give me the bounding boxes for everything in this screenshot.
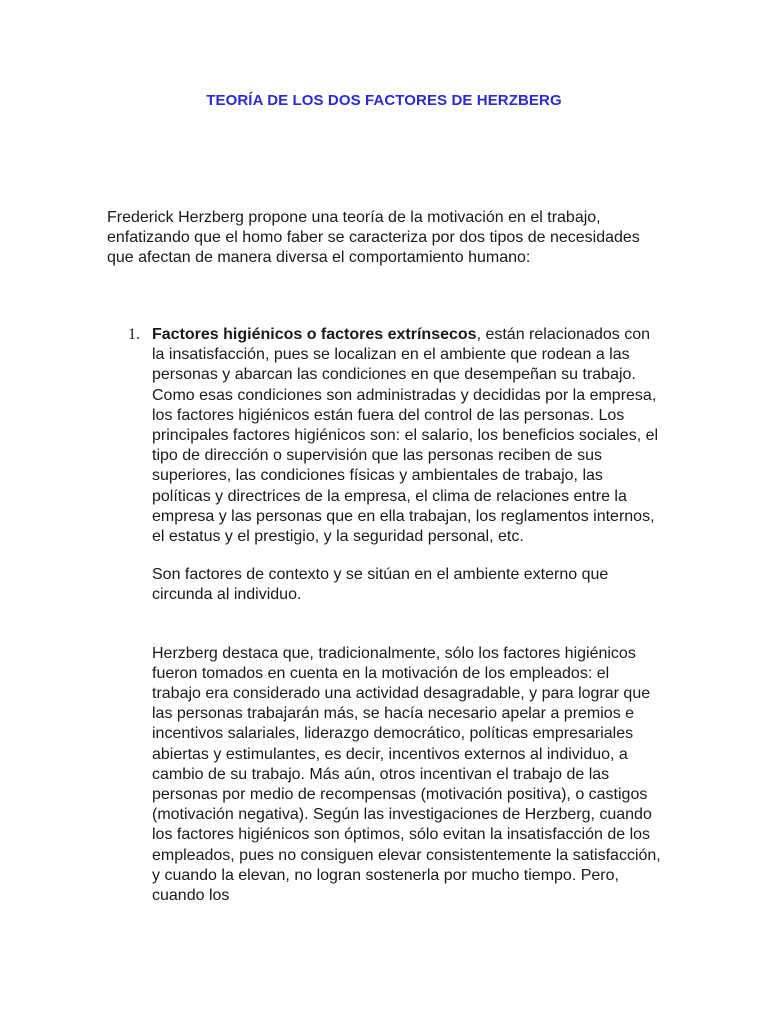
context-paragraph: Son factores de contexto y se sitúan en el ambiente externo que circunda al individuo. xyxy=(152,566,609,604)
list-item-number: 1. xyxy=(128,326,140,343)
list-item xyxy=(122,325,662,906)
document-title: TEORÍA DE LOS DOS FACTORES DE HERZBERG xyxy=(206,92,562,109)
list-item-paragraph xyxy=(152,325,662,547)
factors-list xyxy=(122,325,662,906)
list-item-text: , están relacionados con la insatisfacción, pues se localizan en el ambiente que rodean a las personas y abarcan las condiciones en que desempeñan su trabajo. Como esas condiciones son administradas y decididas por la empresa, los factores higiénicos están fuera del control de las personas. Los principales factores higiénicos son: el salario, los beneficios sociales, el tipo de dirección o supervisión que las personas reciben de sus superiores, las condiciones físicas y ambientales de trabajo, las políticas y directrices de la empresa, el clima de relaciones entre la empresa y las personas que en ella trabajan, los reglamentos internos, el estatus y el prestigio, y la seguridad personal, etc. xyxy=(152,326,659,546)
intro-paragraph: Frederick Herzberg propone una teoría de la motivación en el trabajo, enfatizando que el homo faber se caracteriza por dos tipos de necesidades que afectan de manera diversa el comportamiento humano: xyxy=(107,209,640,266)
herzberg-paragraph: Herzberg destaca que, tradicionalmente, sólo los factores higiénicos fueron tomados en cuenta en la motivación de los empleados: el trabajo era considerado una actividad desagradable, y para lograr que las personas trabajarán más, se hacía necesario apelar a premios e incentivos salariales, liderazgo democrático, políticas empresariales abiertas y estimulantes, es decir, incentivos externos al individuo, a cambio de su trabajo. Más aún, otros incentivan el trabajo de las personas por medio de recompensas (motivación positiva), o castigos (motivación negativa). Según las investigaciones de Herzberg, cuando los factores higiénicos son óptimos, sólo evitan la insatisfacción de los empleados, pues no consiguen elevar consistentemente la satisfacción, y cuando la elevan, no logran sostenerla por mucho tiempo. Pero, cuando los xyxy=(152,644,661,905)
list-item-term: Factores higiénicos o factores extrínsecos xyxy=(152,326,477,343)
